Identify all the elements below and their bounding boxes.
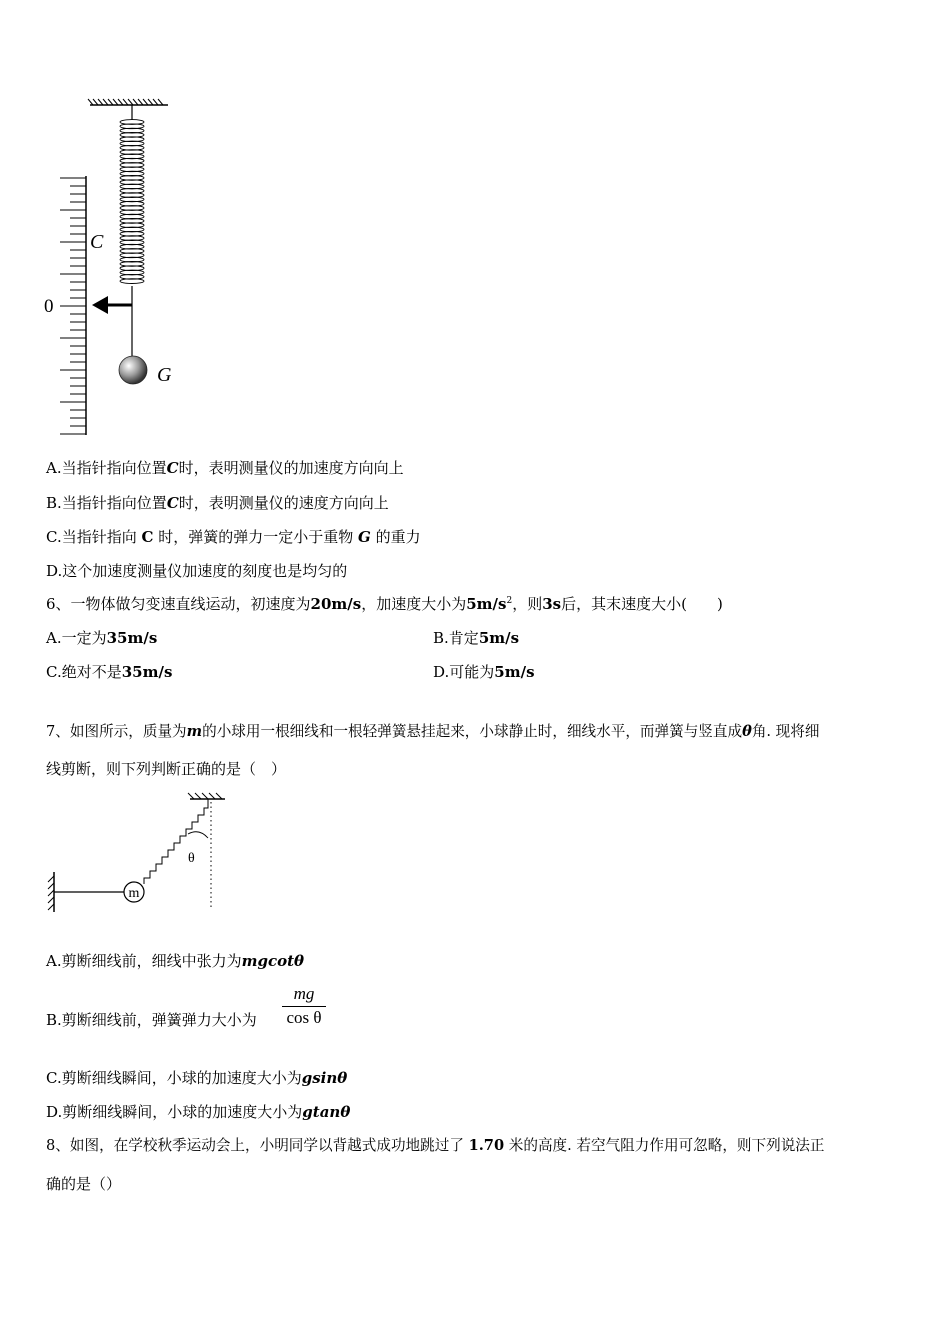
scale-ruler xyxy=(60,176,86,435)
q5-option-c[interactable]: C.当指针指向 C 时，弹簧的弹力一定小于重物 G 的重力 xyxy=(46,528,421,546)
q7-stem-line1: 7、如图所示，质量为m的小球用一根细线和一根轻弹簧悬挂起来，小球静止时，细线水平，而弹簧与竖直成θ角. 现将细 xyxy=(46,723,820,740)
label-c: C xyxy=(90,231,104,253)
spring-coils xyxy=(120,120,144,284)
q7-option-b[interactable]: B.剪断细线前，弹簧弹力大小为 xyxy=(46,1011,257,1029)
q7-option-d[interactable]: D.剪断细线瞬间，小球的加速度大小为gtanθ xyxy=(46,1103,351,1121)
label-zero: 0 xyxy=(44,296,54,317)
q6-option-b[interactable]: B.肯定5m/s xyxy=(433,629,520,647)
spring-zigzag xyxy=(144,799,208,884)
q7-stem-line2: 线剪断，则下列判断正确的是（ ） xyxy=(46,760,287,778)
q7-option-a[interactable]: A.剪断细线前，细线中张力为mgcotθ xyxy=(46,952,305,970)
q5-option-d[interactable]: D.这个加速度测量仪加速度的刻度也是均匀的 xyxy=(46,562,348,580)
q7-option-c[interactable]: C.剪断细线瞬间，小球的加速度大小为gsinθ xyxy=(46,1069,348,1087)
q8-stem-line1: 8、如图，在学校秋季运动会上，小明同学以背越式成功地跳过了 1.70 米的高度. 若空气阻力作用可忽略，则下列说法正 xyxy=(46,1137,825,1154)
q6-option-a[interactable]: A.一定为35m/s xyxy=(46,629,158,647)
ball-label: m xyxy=(128,886,140,901)
q6-option-d[interactable]: D.可能为5m/s xyxy=(433,663,535,681)
label-g: G xyxy=(157,364,172,386)
angle-arc xyxy=(188,832,208,838)
ball-spring-string-figure xyxy=(40,790,240,920)
wall-hatch xyxy=(48,872,54,912)
ceiling-hatch xyxy=(88,99,168,105)
weight-ball xyxy=(119,356,147,384)
q5-option-a[interactable]: A.当指针指向位置C时，表明测量仪的加速度方向向上 xyxy=(46,459,404,477)
q6-stem: 6、一物体做匀变速直线运动，初速度为20m/s，加速度大小为$5m/s^2$，则3s后，其末速度大小( ) xyxy=(46,595,723,613)
ceiling-hatch-2 xyxy=(188,793,225,799)
q6-option-c[interactable]: C.绝对不是35m/s xyxy=(46,663,173,681)
angle-label: θ xyxy=(188,851,195,866)
q5-option-b[interactable]: B.当指针指向位置C时，表明测量仪的速度方向向上 xyxy=(46,494,389,512)
spring-accelerometer-figure xyxy=(38,92,188,442)
pointer-arrow xyxy=(92,296,132,314)
q7-option-b-fraction: $\frac{mg}{\text{cos θ}}$ xyxy=(282,984,326,1028)
q8-stem-line2: 确的是（） xyxy=(46,1175,122,1193)
